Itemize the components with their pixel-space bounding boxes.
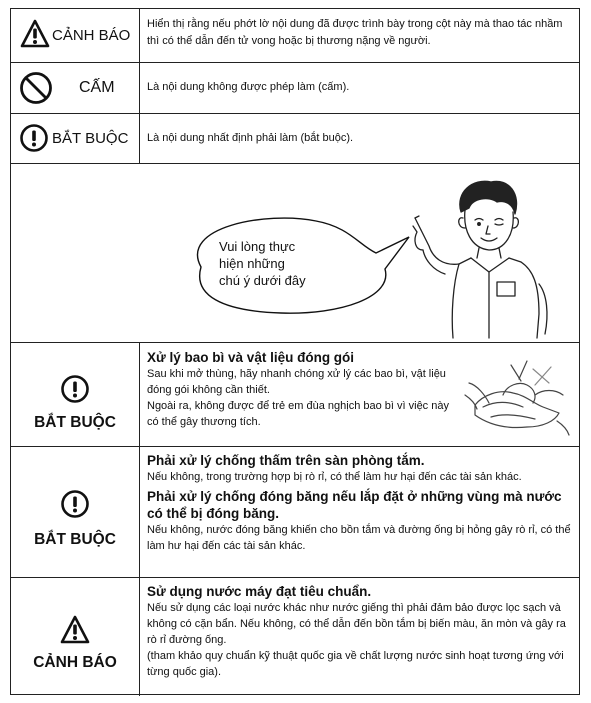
legend-desc-warning: Hiển thị rằng nếu phớt lờ nội dung đã được trình bày trong cột này mà thao tác nhầm thì có thể dẫn đến tử vong hoặc bị thương nặng về người. bbox=[147, 18, 563, 47]
section-content bbox=[147, 583, 572, 680]
section-paragraph: Ngoài ra, không được để trẻ em đùa nghịch bao bì vì việc này có thể gây thương tích. bbox=[147, 400, 449, 428]
section-title: Phải xử lý chống đóng băng nếu lắp đặt ở những vùng mà nước có thể bị đóng băng. bbox=[147, 489, 562, 521]
section-title: Phải xử lý chống thấm trên sàn phòng tắm. bbox=[147, 453, 425, 468]
warning-triangle-icon bbox=[20, 19, 50, 49]
section-content bbox=[147, 349, 462, 430]
section-label: BẮT BUỘC bbox=[34, 531, 116, 548]
warning-triangle-icon bbox=[60, 615, 90, 645]
section-paragraph: Nếu sử dụng các loại nước khác như nước giếng thì phải đảm bảo được lọc sạch và không có cặn bẩn. Nếu không, có thể dẫn đến bồn tắm bị biến màu, ăn mòn và gây ra rò rỉ đường ống. bbox=[147, 602, 566, 646]
divider bbox=[11, 113, 579, 114]
section-title: Sử dụng nước máy đạt tiêu chuẩn. bbox=[147, 584, 372, 599]
section-paragraph: Nếu không, trong trường hợp bị rò rỉ, có thể làm hư hại đến các tài sản khác. bbox=[147, 471, 522, 483]
bubble-line: chú ý dưới đây bbox=[219, 273, 306, 288]
mandatory-icon bbox=[19, 123, 49, 153]
divider bbox=[11, 446, 579, 447]
divider bbox=[11, 62, 579, 63]
legend-label-warning: CẢNH BÁO bbox=[52, 27, 131, 44]
legend-label-mandatory: BẮT BUỘC bbox=[52, 130, 129, 147]
legend-label-prohibited: CẤM bbox=[79, 79, 115, 96]
caution-table bbox=[10, 8, 580, 695]
divider bbox=[11, 342, 579, 343]
bubble-text bbox=[219, 238, 339, 289]
mandatory-icon bbox=[60, 489, 90, 519]
prohibited-icon bbox=[19, 71, 53, 105]
worker-illustration bbox=[399, 174, 554, 339]
section-paragraph: Sau khi mở thùng, hãy nhanh chóng xử lý các bao bì, vật liệu đóng gói không cần thiết. bbox=[147, 368, 446, 396]
mandatory-icon bbox=[60, 374, 90, 404]
bubble-line: Vui lòng thực bbox=[219, 239, 296, 254]
divider bbox=[11, 577, 579, 578]
section-label: CẢNH BÁO bbox=[33, 654, 117, 671]
section-paragraph: Nếu không, nước đóng băng khiến cho bồn tắm và đường ống bị hỏng gây rò rỉ, có thể làm hư hại đến các tài sản khác. bbox=[147, 524, 571, 552]
divider bbox=[11, 163, 579, 164]
divider bbox=[139, 342, 140, 696]
section-title: Xử lý bao bì và vật liệu đóng gói bbox=[147, 350, 355, 365]
section-label: BẮT BUỘC bbox=[34, 414, 116, 431]
section-content bbox=[147, 452, 572, 554]
bubble-line: hiện những bbox=[219, 256, 285, 271]
legend-desc-prohibited: Là nội dung không được phép làm (cấm). bbox=[147, 81, 350, 93]
packaging-illustration bbox=[463, 355, 573, 439]
divider bbox=[139, 9, 140, 163]
legend-desc-mandatory: Là nội dung nhất định phải làm (bắt buộc). bbox=[147, 132, 354, 144]
section-paragraph: (tham khảo quy chuẩn kỹ thuật quốc gia về chất lượng nước sinh hoạt tương ứng với từng quốc gia). bbox=[147, 650, 564, 678]
